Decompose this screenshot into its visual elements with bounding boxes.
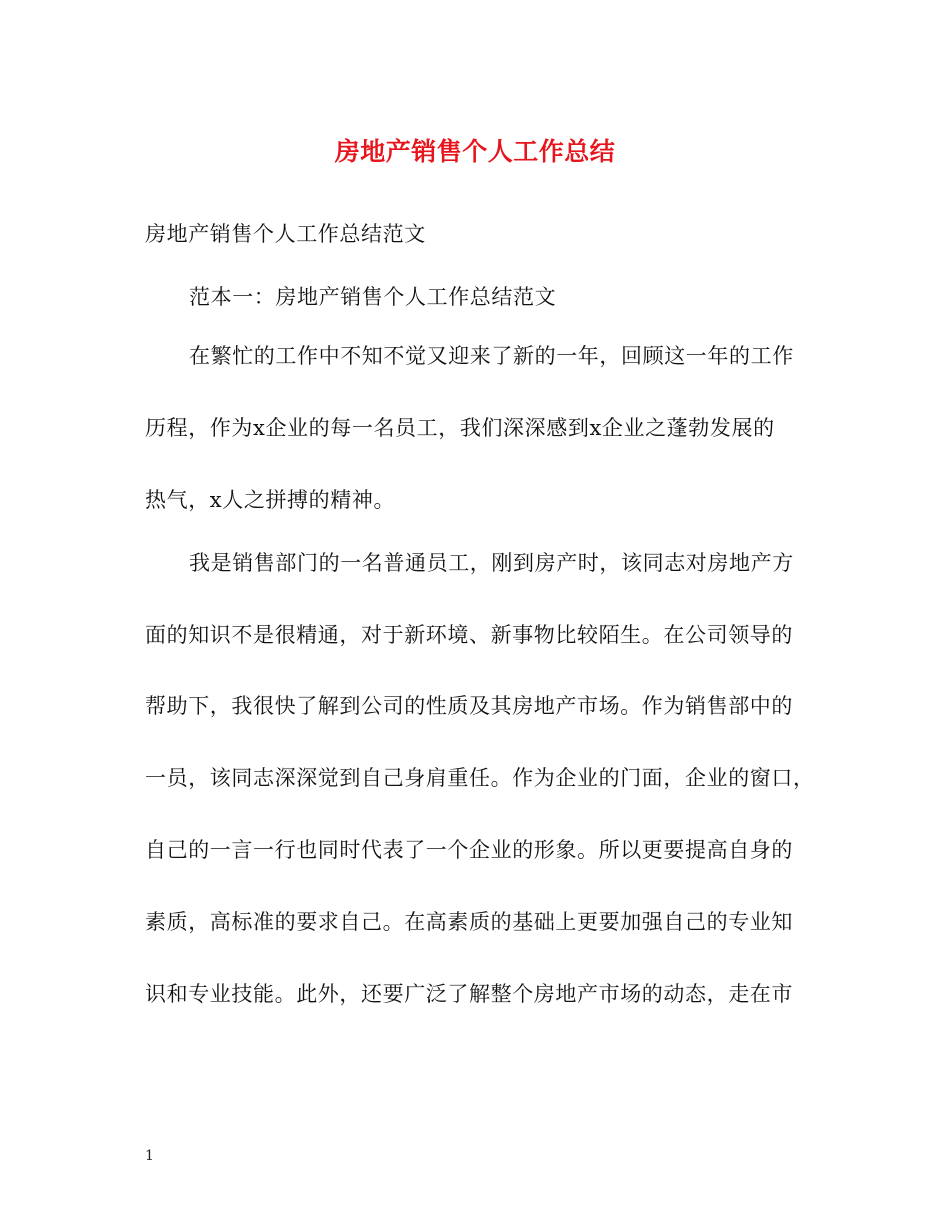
document-title: 房地产销售个人工作总结 (334, 137, 616, 166)
page-number: 1 (145, 1148, 154, 1164)
section-heading: 范本一：房地产销售个人工作总结范文 (189, 285, 557, 309)
paragraph-line: 热气，x人之拼搏的精神。 (145, 488, 396, 512)
paragraph-line: 帮助下，我很快了解到公司的性质及其房地产市场。作为销售部中的 (145, 694, 793, 718)
paragraph-line: 历程，作为x企业的每一名员工，我们深深感到x企业之蓬勃发展的 (145, 416, 775, 440)
paragraph-line: 我是销售部门的一名普通员工，刚到房产时，该同志对房地产方 (189, 551, 794, 575)
paragraph-line: 面的知识不是很精通，对于新环境、新事物比较陌生。在公司领导的 (145, 623, 793, 647)
paragraph-line: 一员，该同志深深觉到自己身肩重任。作为企业的门面，企业的窗口， (145, 766, 815, 790)
paragraph-line: 识和专业技能。此外，还要广泛了解整个房地产市场的动态，走在市 (145, 982, 793, 1006)
paragraph-line: 在繁忙的工作中不知不觉又迎来了新的一年，回顾这一年的工作 (189, 344, 794, 368)
paragraph-line: 素质，高标准的要求自己。在高素质的基础上更要加强自己的专业知 (145, 910, 793, 934)
document-subtitle: 房地产销售个人工作总结范文 (145, 222, 426, 246)
paragraph-line: 自己的一言一行也同时代表了一个企业的形象。所以更要提高自身的 (145, 838, 793, 862)
